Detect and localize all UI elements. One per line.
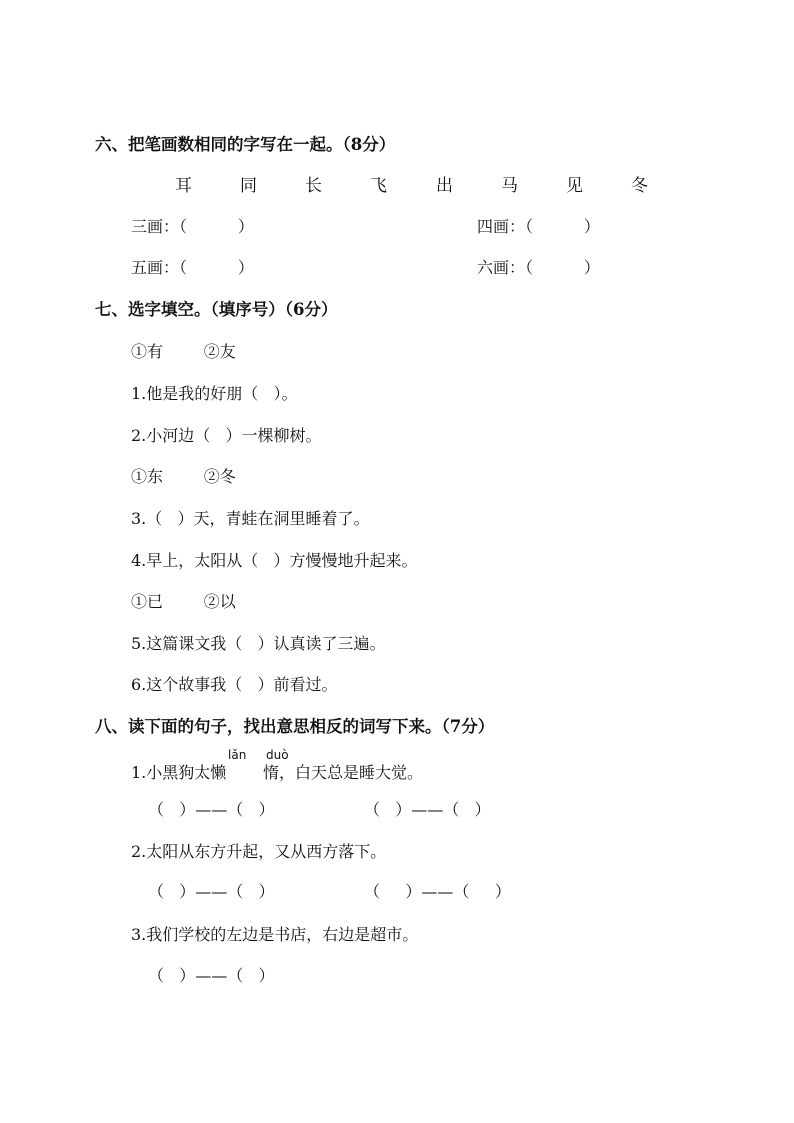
char-5: 出 xyxy=(436,176,453,196)
sentence-2: 2.太阳从东方升起，又从西方落下。 xyxy=(131,842,387,861)
section-7-heading: 七、选字填空。（填序号）（6分） xyxy=(95,300,338,319)
char-8: 冬 xyxy=(631,176,648,196)
sentence-1-end: 惰，白天总是睡大觉。 xyxy=(263,763,424,782)
char-1: 耳 xyxy=(175,176,192,196)
stroke-four-row: 四画：（ ） xyxy=(477,217,600,236)
sentence-2-blank-b: （ ）——（ ） xyxy=(364,882,511,901)
sentence-1-blank-a: （ ）——（ ） xyxy=(148,800,275,819)
sentence-2-blank-a: （ ）——（ ） xyxy=(148,882,275,901)
question-4: 4.早上，太阳从（ ）方慢慢地升起来。 xyxy=(131,551,418,570)
char-2: 同 xyxy=(240,176,257,196)
stroke-six-row: 六画：（ ） xyxy=(477,258,600,277)
char-3: 长 xyxy=(305,176,322,196)
section-8-heading: 八、读下面的句子，找出意思相反的词写下来。（7分） xyxy=(95,717,495,736)
question-3: 3.（ ）天，青蛙在洞里睡着了。 xyxy=(131,509,370,528)
pinyin-lan: lǎn xyxy=(228,748,247,762)
pinyin-duo: duò xyxy=(266,748,289,762)
char-6: 马 xyxy=(501,176,518,196)
character-row xyxy=(0,175,794,197)
sentence-3: 3.我们学校的左边是书店，右边是超市。 xyxy=(131,925,419,944)
sentence-1-start: 1.小黑狗太懒 xyxy=(131,763,227,782)
options-group-1: ①有 ②友 xyxy=(131,342,236,361)
stroke-three-row: 三画：（ ） xyxy=(131,217,254,236)
section-6-heading: 六、把笔画数相同的字写在一起。（8分） xyxy=(95,135,396,154)
question-5: 5.这篇课文我（ ）认真读了三遍。 xyxy=(131,634,386,653)
sentence-3-blank-a: （ ）——（ ） xyxy=(148,966,275,985)
question-6: 6.这个故事我（ ）前看过。 xyxy=(131,675,338,694)
sentence-1-blank-b: （ ）——（ ） xyxy=(364,800,491,819)
char-4: 飞 xyxy=(370,176,387,196)
options-group-3: ①已 ②以 xyxy=(131,592,236,611)
options-group-2: ①东 ②冬 xyxy=(131,467,236,486)
stroke-five-row: 五画：（ ） xyxy=(131,258,254,277)
question-1: 1.他是我的好朋（ ）。 xyxy=(131,384,298,403)
question-2: 2.小河边（ ）一棵柳树。 xyxy=(131,426,322,445)
char-7: 见 xyxy=(566,176,583,196)
